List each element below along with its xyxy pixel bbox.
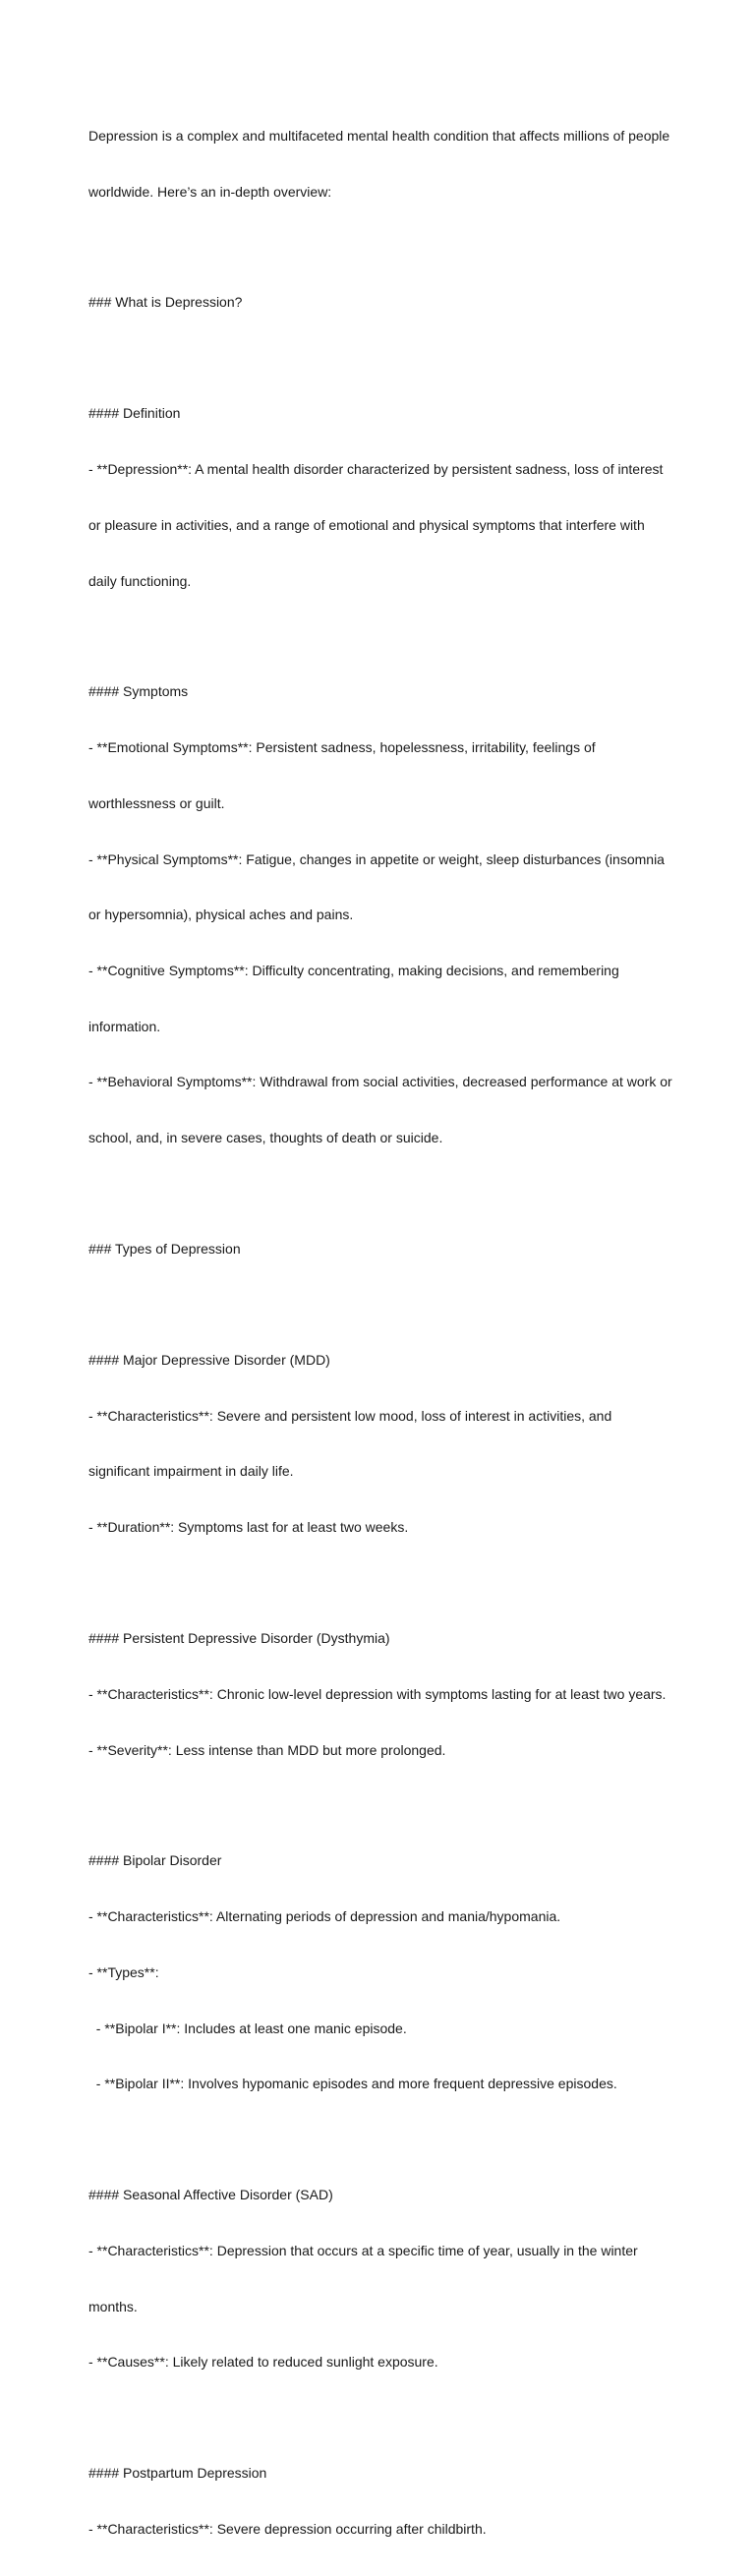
intro-paragraph bbox=[88, 89, 678, 238]
blank-line bbox=[88, 1185, 678, 1202]
text-line: #### Bipolar Disorder bbox=[88, 1852, 222, 1869]
text-line: ### What is Depression? bbox=[88, 294, 243, 311]
text-line: worldwide. Here’s an in-depth overview: bbox=[88, 183, 332, 200]
blank-line bbox=[88, 627, 678, 645]
section-symptoms bbox=[88, 646, 678, 1185]
section-mdd bbox=[88, 1314, 678, 1574]
text-line: #### Major Depressive Disorder (MDD) bbox=[88, 1352, 330, 1369]
text-line: #### Definition bbox=[88, 405, 181, 422]
text-line: - **Emotional Symptoms**: Persistent sadness, hopelessness, irritability, feelings of bbox=[88, 739, 596, 756]
text-line: - **Bipolar II**: Involves hypomanic episodes and more frequent depressive episodes. bbox=[88, 2076, 617, 2092]
text-line: #### Symptoms bbox=[88, 683, 189, 700]
blank-line bbox=[88, 1296, 678, 1314]
blank-line bbox=[88, 1574, 678, 1592]
text-line: or hypersomnia), physical aches and pains. bbox=[88, 907, 354, 923]
text-line: daily functioning. bbox=[88, 572, 192, 589]
blank-line bbox=[88, 238, 678, 256]
heading-types-of-depression bbox=[88, 1202, 678, 1296]
section-postpartum bbox=[88, 2428, 678, 2576]
text-line: - **Cognitive Symptoms**: Difficulty concentrating, making decisions, and remembering bbox=[88, 963, 619, 979]
text-line: #### Persistent Depressive Disorder (Dysthymia) bbox=[88, 1630, 390, 1647]
heading-what-is-depression bbox=[88, 257, 678, 350]
text-line: - **Characteristics**: Severe depression occurring after childbirth. bbox=[88, 2521, 487, 2538]
text-line: significant impairment in daily life. bbox=[88, 1463, 294, 1480]
text-line: - **Causes**: Likely related to reduced sunlight exposure. bbox=[88, 2354, 438, 2371]
blank-line bbox=[88, 2409, 678, 2427]
text-line: - **Severity**: Less intense than MDD but more prolonged. bbox=[88, 1741, 446, 1758]
text-line: months. bbox=[88, 2298, 138, 2314]
text-line: - **Behavioral Symptoms**: Withdrawal from social activities, decreased performance at work or bbox=[88, 1074, 672, 1090]
text-line: - **Physical Symptoms**: Fatigue, changes in appetite or weight, sleep disturbances (insomnia bbox=[88, 850, 665, 867]
document-body bbox=[88, 89, 678, 2576]
text-line: - **Characteristics**: Chronic low-level depression with symptoms lasting for at least two years. bbox=[88, 1685, 667, 1702]
text-line: information. bbox=[88, 1018, 161, 1034]
text-line: #### Postpartum Depression bbox=[88, 2465, 267, 2482]
text-line: or pleasure in activities, and a range of emotional and physical symptoms that interfere with bbox=[88, 516, 645, 533]
text-line: - **Duration**: Symptoms last for at least two weeks. bbox=[88, 1519, 409, 1536]
section-bipolar bbox=[88, 1815, 678, 2131]
text-line: - **Characteristics**: Severe and persistent low mood, loss of interest in activities, and bbox=[88, 1407, 612, 1424]
text-line: - **Bipolar I**: Includes at least one manic episode. bbox=[88, 2020, 407, 2036]
section-definition bbox=[88, 368, 678, 628]
text-line: - **Depression**: A mental health disorder characterized by persistent sadness, loss of interest bbox=[88, 461, 664, 478]
text-line: worthlessness or guilt. bbox=[88, 794, 225, 811]
section-dysthymia bbox=[88, 1592, 678, 1796]
blank-line bbox=[88, 2131, 678, 2148]
text-line: - **Characteristics**: Alternating periods of depression and mania/hypomania. bbox=[88, 1908, 561, 1925]
blank-line bbox=[88, 1796, 678, 1814]
text-line: - **Types**: bbox=[88, 1963, 159, 1980]
text-line: ### Types of Depression bbox=[88, 1241, 241, 1258]
text-line: school, and, in severe cases, thoughts of death or suicide. bbox=[88, 1130, 443, 1146]
section-sad bbox=[88, 2148, 678, 2409]
blank-line bbox=[88, 349, 678, 367]
text-line: #### Seasonal Affective Disorder (SAD) bbox=[88, 2187, 333, 2203]
text-line: Depression is a complex and multifaceted mental health condition that affects millions of people bbox=[88, 127, 670, 144]
text-line: - **Characteristics**: Depression that occurs at a specific time of year, usually in the winter bbox=[88, 2243, 638, 2258]
